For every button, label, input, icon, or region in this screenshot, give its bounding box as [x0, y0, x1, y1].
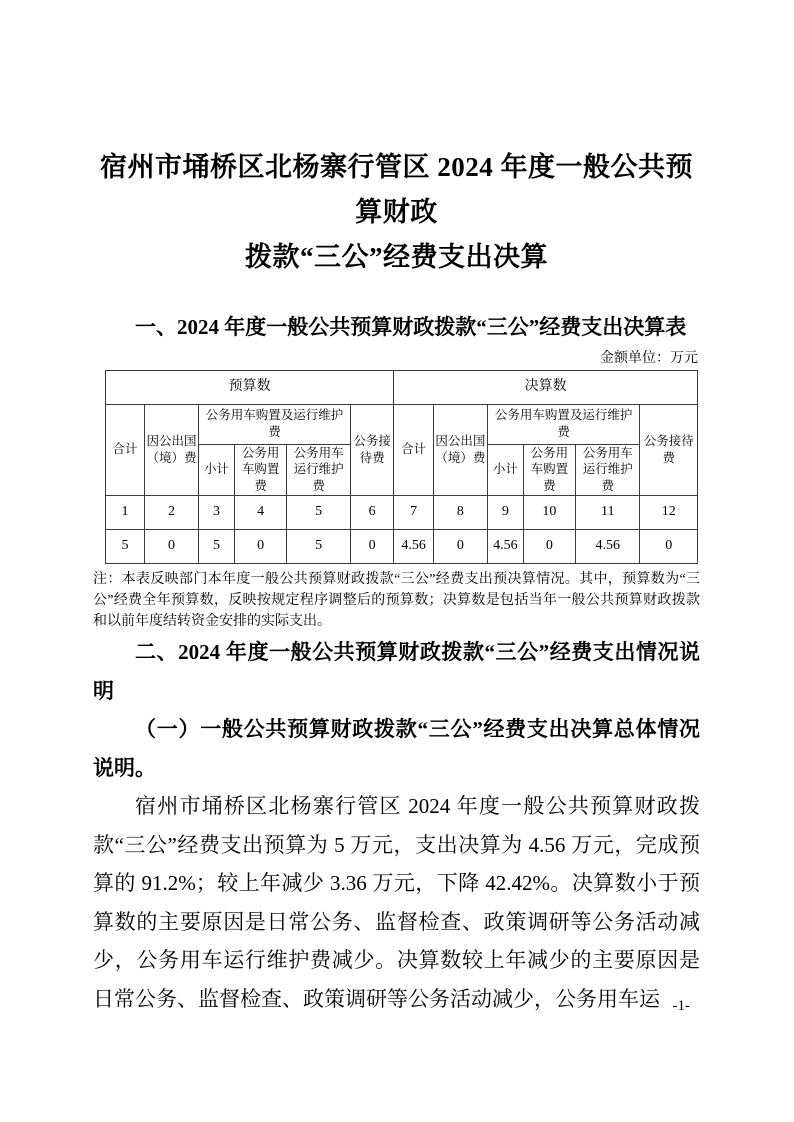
value-cell: 0 — [640, 530, 698, 564]
section2-paragraph: 宿州市埇桥区北杨寨行管区 2024 年度一般公共预算财政拨款“三公”经费支出预算为 5 万元，支出决算为 4.56 万元，完成预算的 91.2%；较上年减少 3.36 万元，下降 42.42%。决算数小于预算数的主要原因是日常公务、监督检查、政策调研等公务活动减少，公务用车运行维护费减少。决算数较上年减少的主要原因是日常公务、监督检查、政策调研等公务活动减少，公务用车运 — [93, 794, 700, 1011]
document-title-line1: 宿州市埇桥区北杨寨行管区 2024 年度一般公共预算财政 — [100, 152, 693, 227]
value-cell: 5 — [198, 530, 234, 564]
header-budget-group: 预算数 — [106, 370, 394, 404]
header-budget-vehicle-group: 公务用车购置及运行维护费 — [198, 404, 350, 444]
section2-sub1-heading: （一）一般公共预算财政拨款“三公”经费支出决算总体情况说明。 — [93, 717, 700, 780]
value-cell: 4.56 — [394, 530, 434, 564]
header-final-vehicle-purchase: 公务用车购置费 — [523, 444, 575, 496]
header-final-vehicle-subtotal: 小计 — [487, 444, 523, 496]
value-cell: 0 — [433, 530, 487, 564]
section1-heading: 一、2024 年度一般公共预算财政拨款“三公”经费支出决算表 — [135, 315, 687, 339]
header-budget-total: 合计 — [106, 404, 145, 496]
col-number: 10 — [523, 496, 575, 530]
header-budget-vehicle-subtotal: 小计 — [198, 444, 234, 496]
section2-heading: 二、2024 年度一般公共预算财政拨款“三公”经费支出情况说明 — [93, 640, 700, 703]
header-final-vehicle-group: 公务用车购置及运行维护费 — [487, 404, 640, 444]
document-title — [93, 145, 700, 280]
header-budget-abroad: 因公出国（境）费 — [145, 404, 199, 496]
header-budget-vehicle-purchase: 公务用车购置费 — [235, 444, 287, 496]
table-row-headers-upper — [106, 404, 698, 444]
value-cell: 0 — [145, 530, 199, 564]
col-number: 5 — [287, 496, 351, 530]
header-final-vehicle-maintenance: 公务用车运行维护费 — [575, 444, 640, 496]
header-final-abroad: 因公出国（境）费 — [433, 404, 487, 496]
value-cell: 0 — [523, 530, 575, 564]
table-unit-note: 金额单位：万元 — [600, 350, 698, 366]
page-number: -1- — [672, 998, 690, 1014]
col-number: 4 — [235, 496, 287, 530]
header-final-total: 合计 — [394, 404, 434, 496]
header-budget-reception: 公务接待费 — [351, 404, 394, 496]
header-final-reception: 公务接待费 — [640, 404, 698, 496]
value-cell: 0 — [351, 530, 394, 564]
col-number: 9 — [487, 496, 523, 530]
table-row-group-headers — [106, 370, 698, 404]
col-number: 3 — [198, 496, 234, 530]
header-budget-vehicle-maintenance: 公务用车运行维护费 — [287, 444, 351, 496]
value-cell: 0 — [235, 530, 287, 564]
value-cell: 5 — [287, 530, 351, 564]
col-number: 1 — [106, 496, 145, 530]
table-footnote: 注：本表反映部门本年度一般公共预算财政拨款“三公”经费支出预决算情况。其中，预算数为“三公”经费全年预算数，反映按规定程序调整后的预算数；决算数是包括当年一般公共预算财政拨款和以前年度结转资金安排的实际支出。 — [93, 572, 700, 630]
col-number: 12 — [640, 496, 698, 530]
table-row-values — [106, 530, 698, 564]
col-number: 11 — [575, 496, 640, 530]
col-number: 8 — [433, 496, 487, 530]
value-cell: 4.56 — [487, 530, 523, 564]
col-number: 6 — [351, 496, 394, 530]
table-row-column-numbers — [106, 496, 698, 530]
header-final-group: 决算数 — [394, 370, 698, 404]
document-title-line2: 拨款“三公”经费支出决算 — [245, 242, 548, 272]
col-number: 2 — [145, 496, 199, 530]
col-number: 7 — [394, 496, 434, 530]
value-cell: 4.56 — [575, 530, 640, 564]
document-content — [0, 145, 794, 1018]
three-public-expense-table — [105, 370, 698, 565]
value-cell: 5 — [106, 530, 145, 564]
